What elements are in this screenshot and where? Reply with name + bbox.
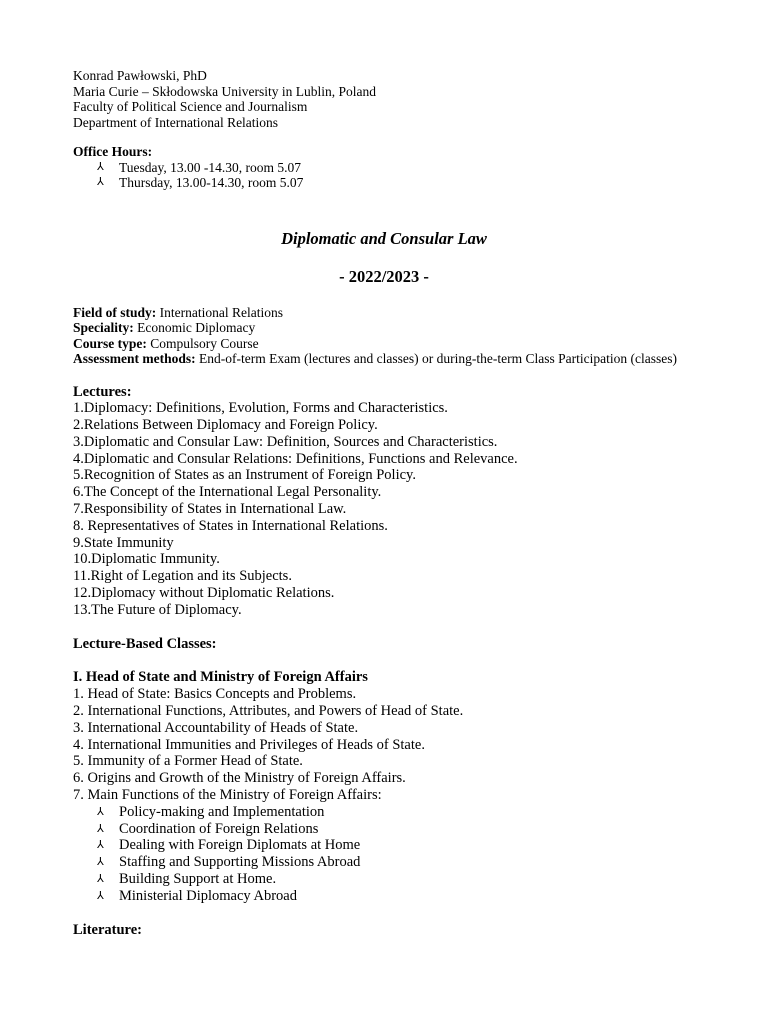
office-hours-heading: Office Hours:: [73, 144, 153, 159]
list-item: 2. International Functions, Attributes, and Powers of Head of State.: [73, 703, 464, 720]
course-title: Diplomatic and Consular Law: [281, 228, 487, 248]
list-item: 8. Representatives of States in International Relations.: [73, 517, 388, 534]
list-item: ⅄ Policy-making and Implementation: [97, 803, 325, 820]
office-hours-block: [73, 144, 695, 191]
bullet-icon: ⅄: [97, 805, 104, 818]
bullet-icon: ⅄: [97, 822, 104, 835]
list-item: 6.The Concept of the International Legal Personality.: [73, 484, 382, 501]
list-item: 10.Diplomatic Immunity.: [73, 551, 220, 568]
syllabus-page: [73, 68, 695, 938]
author-faculty: Faculty of Political Science and Journalism: [73, 99, 308, 114]
list-item: 7.Responsibility of States in International Law.: [73, 501, 347, 518]
list-item: 2.Relations Between Diplomacy and Foreign Policy.: [73, 417, 378, 434]
bullet-icon: ⅄: [97, 839, 104, 852]
list-item: ⅄ Building Support at Home.: [97, 871, 277, 888]
field-of-study: Field of study: International Relations: [73, 304, 283, 320]
list-item: ⅄ Coordination of Foreign Relations: [97, 820, 319, 837]
author-university: Maria Curie – Skłodowska University in Lublin, Poland: [73, 83, 376, 99]
list-item: 5.Recognition of States as an Instrument of Foreign Policy.: [73, 467, 416, 484]
list-item: 1. Head of State: Basics Concepts and Problems.: [73, 686, 357, 703]
assessment-methods: Assessment methods: End-of-term Exam (lectures and classes) or during-the-term Class Participation (classes): [73, 351, 677, 366]
list-item: ⅄ Ministerial Diplomacy Abroad: [97, 887, 297, 904]
bullet-icon: ⅄: [97, 873, 104, 886]
list-item: ⅄ Dealing with Foreign Diplomats at Home: [97, 837, 361, 854]
author-name: Konrad Pawłowski, PhD: [73, 68, 207, 83]
course-year: - 2022/2023 -: [339, 266, 429, 286]
bullet-icon: ⅄: [97, 856, 104, 869]
section-heading: I. Head of State and Ministry of Foreign Affairs: [73, 669, 368, 686]
literature-heading: Literature:: [73, 921, 142, 938]
list-item: 3. International Accountability of Heads of State.: [73, 719, 359, 736]
classes-block: [73, 636, 695, 905]
list-item: 9.State Immunity: [73, 534, 174, 551]
lectures-block: [73, 384, 695, 619]
list-item: 5. Immunity of a Former Head of State.: [73, 753, 303, 770]
list-item: 7. Main Functions of the Ministry of Foreign Affairs:: [73, 787, 382, 804]
lectures-heading: Lectures:: [73, 383, 132, 400]
author-department: Department of International Relations: [73, 114, 279, 130]
list-item: ⅄ Tuesday, 13.00 -14.30, room 5.07: [97, 159, 301, 175]
list-item: 3.Diplomatic and Consular Law: Definition, Sources and Characteristics.: [73, 433, 498, 450]
course-info: [73, 305, 695, 367]
list-item: 4.Diplomatic and Consular Relations: Definitions, Functions and Relevance.: [73, 450, 518, 467]
course-type: Course type: Compulsory Course: [73, 335, 259, 351]
bullet-icon: ⅄: [97, 176, 104, 188]
list-item: 4. International Immunities and Privileges of Heads of State.: [73, 736, 425, 753]
bullet-icon: ⅄: [97, 889, 104, 902]
list-item: 12.Diplomacy without Diplomatic Relations.: [73, 585, 335, 602]
author-block: [73, 68, 695, 130]
classes-heading: Lecture-Based Classes:: [73, 635, 217, 652]
list-item: 1.Diplomacy: Definitions, Evolution, Forms and Characteristics.: [73, 400, 448, 417]
bullet-icon: ⅄: [97, 160, 104, 173]
list-item: ⅄ Staffing and Supporting Missions Abroad: [97, 854, 361, 871]
list-item: 6. Origins and Growth of the Ministry of Foreign Affairs.: [73, 770, 406, 787]
list-item: 13.The Future of Diplomacy.: [73, 601, 242, 618]
office-hours-list: [73, 160, 695, 191]
list-item: ⅄ Thursday, 13.00-14.30, room 5.07: [97, 175, 304, 190]
mfa-functions-list: [73, 804, 695, 905]
list-item: 11.Right of Legation and its Subjects.: [73, 568, 292, 585]
speciality: Speciality: Economic Diplomacy: [73, 320, 256, 335]
